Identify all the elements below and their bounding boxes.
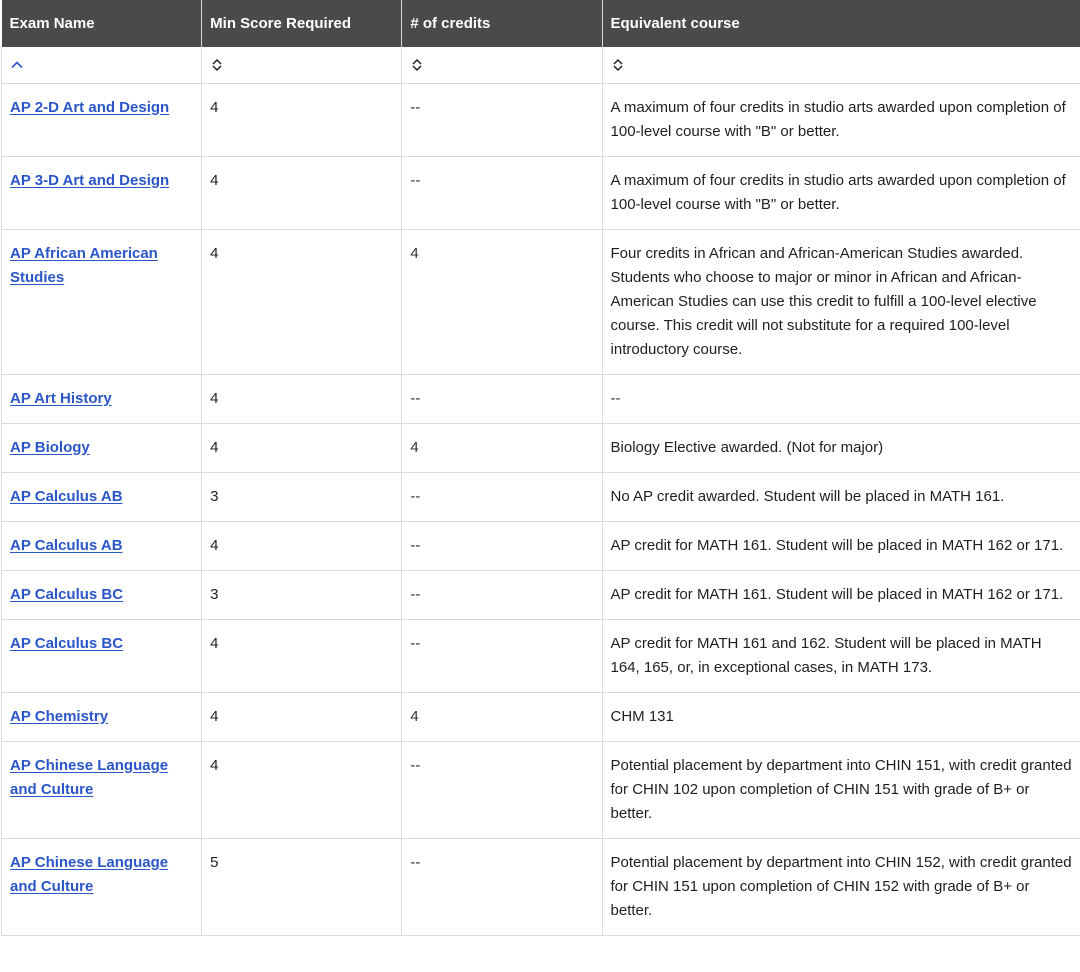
table-row (2, 156, 1080, 229)
exam-name-cell (2, 83, 202, 156)
equivalent-course-cell: Potential placement by department into CHIN 152, with credit granted for CHIN 151 upon completion of CHIN 152 with grade of B+ or better. (602, 838, 1080, 935)
exam-link[interactable]: AP 3-D Art and Design (10, 171, 170, 189)
sort-min-score-button[interactable] (202, 47, 402, 83)
exam-link[interactable]: AP Chemistry (10, 707, 109, 725)
sort-updown-icon[interactable] (611, 58, 625, 72)
credits-cell: -- (402, 374, 602, 423)
exam-link[interactable]: AP 2-D Art and Design (10, 98, 170, 116)
exam-link[interactable]: AP Chinese Language and Culture (10, 756, 169, 798)
min-score-cell: 5 (202, 838, 402, 935)
sort-updown-icon[interactable] (210, 58, 224, 72)
exam-name-cell (2, 374, 202, 423)
table-row (2, 423, 1080, 472)
sort-controls-row (2, 47, 1080, 83)
exam-link[interactable]: AP Calculus AB (10, 536, 123, 554)
exam-link[interactable]: AP Calculus BC (10, 585, 124, 603)
equivalent-course-cell: Biology Elective awarded. (Not for major) (602, 423, 1080, 472)
min-score-cell: 4 (202, 692, 402, 741)
credits-cell: -- (402, 156, 602, 229)
table-row (2, 521, 1080, 570)
exam-name-cell (2, 229, 202, 374)
ap-credit-table (1, 0, 1080, 936)
exam-name-cell (2, 570, 202, 619)
exam-name-cell (2, 521, 202, 570)
credits-cell: -- (402, 619, 602, 692)
credits-cell: 4 (402, 423, 602, 472)
exam-name-cell (2, 619, 202, 692)
exam-link[interactable]: AP Art History (10, 389, 112, 407)
equivalent-course-cell: A maximum of four credits in studio arts awarded upon completion of 100-level course with "B" or better. (602, 156, 1080, 229)
credits-cell: 4 (402, 229, 602, 374)
column-header-exam-name: Exam Name (2, 0, 202, 47)
min-score-cell: 4 (202, 229, 402, 374)
equivalent-course-cell: AP credit for MATH 161. Student will be placed in MATH 162 or 171. (602, 521, 1080, 570)
credits-cell: -- (402, 83, 602, 156)
credits-cell: -- (402, 838, 602, 935)
equivalent-course-cell: -- (602, 374, 1080, 423)
exam-link[interactable]: AP African American Studies (10, 244, 158, 286)
credits-cell: -- (402, 521, 602, 570)
table-row (2, 692, 1080, 741)
equivalent-course-cell: Potential placement by department into CHIN 151, with credit granted for CHIN 102 upon completion of CHIN 151 with grade of B+ or better. (602, 741, 1080, 838)
sort-equivalent-course-button[interactable] (602, 47, 1080, 83)
table-row (2, 374, 1080, 423)
credits-cell: 4 (402, 692, 602, 741)
equivalent-course-cell: Four credits in African and African-American Studies awarded. Students who choose to major or minor in African and African-American Studies can use this credit to fulfill a 100-level elective course. This credit will not substitute for a required 100-level introductory course. (602, 229, 1080, 374)
min-score-cell: 3 (202, 570, 402, 619)
sort-updown-icon[interactable] (410, 58, 424, 72)
equivalent-course-cell: No AP credit awarded. Student will be placed in MATH 161. (602, 472, 1080, 521)
column-header-min-score: Min Score Required (202, 0, 402, 47)
table-row (2, 83, 1080, 156)
exam-name-cell (2, 156, 202, 229)
credits-cell: -- (402, 472, 602, 521)
exam-name-cell (2, 838, 202, 935)
exam-name-cell (2, 472, 202, 521)
table-row (2, 741, 1080, 838)
equivalent-course-cell: AP credit for MATH 161 and 162. Student will be placed in MATH 164, 165, or, in exceptional cases, in MATH 173. (602, 619, 1080, 692)
sort-exam-name-button[interactable] (2, 47, 202, 83)
column-header-credits: # of credits (402, 0, 602, 47)
table-row (2, 838, 1080, 935)
equivalent-course-cell: CHM 131 (602, 692, 1080, 741)
exam-link[interactable]: AP Biology (10, 438, 90, 456)
table-row (2, 229, 1080, 374)
exam-name-cell (2, 741, 202, 838)
min-score-cell: 4 (202, 423, 402, 472)
credits-cell: -- (402, 741, 602, 838)
sort-credits-button[interactable] (402, 47, 602, 83)
exam-link[interactable]: AP Calculus AB (10, 487, 123, 505)
min-score-cell: 4 (202, 741, 402, 838)
equivalent-course-cell: AP credit for MATH 161. Student will be placed in MATH 162 or 171. (602, 570, 1080, 619)
min-score-cell: 4 (202, 521, 402, 570)
chevron-up-icon[interactable] (10, 58, 24, 72)
exam-name-cell (2, 423, 202, 472)
table-row (2, 619, 1080, 692)
table-header-row (2, 0, 1080, 47)
equivalent-course-cell: A maximum of four credits in studio arts awarded upon completion of 100-level course with "B" or better. (602, 83, 1080, 156)
min-score-cell: 4 (202, 374, 402, 423)
column-header-equivalent-course: Equivalent course (602, 0, 1080, 47)
min-score-cell: 4 (202, 83, 402, 156)
exam-name-cell (2, 692, 202, 741)
exam-link[interactable]: AP Chinese Language and Culture (10, 853, 169, 895)
credits-cell: -- (402, 570, 602, 619)
exam-link[interactable]: AP Calculus BC (10, 634, 124, 652)
table-row (2, 570, 1080, 619)
min-score-cell: 4 (202, 156, 402, 229)
min-score-cell: 3 (202, 472, 402, 521)
min-score-cell: 4 (202, 619, 402, 692)
table-row (2, 472, 1080, 521)
